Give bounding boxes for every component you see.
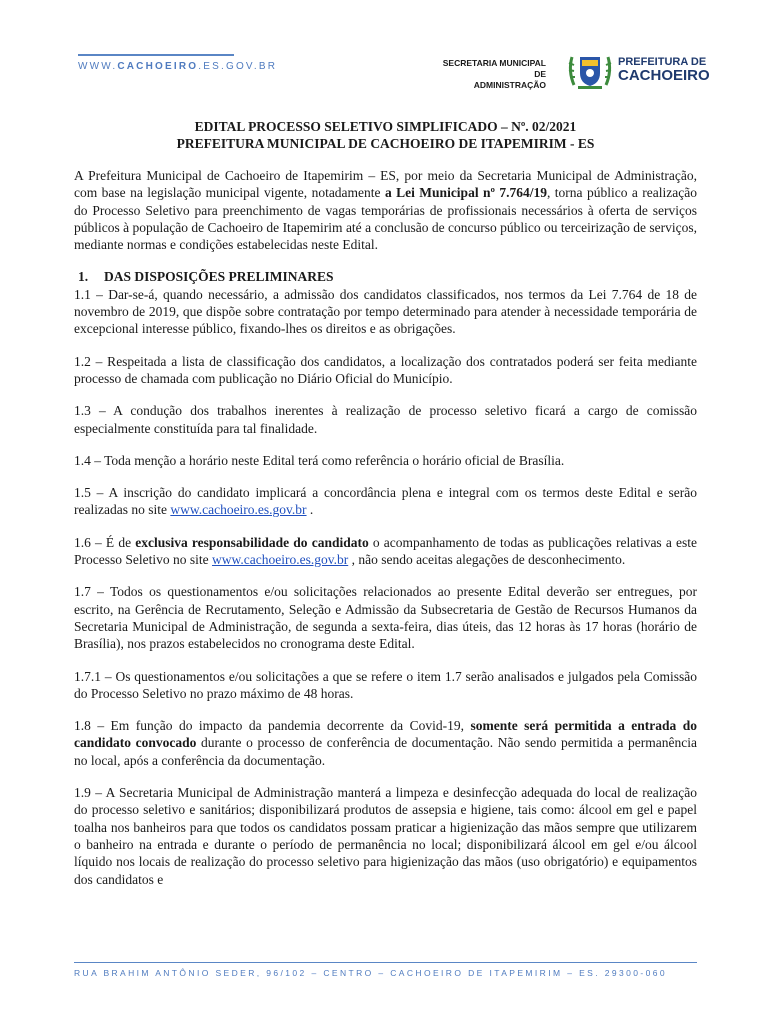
footer-address: RUA BRAHIM ANTÔNIO SEDER, 96/102 – CENTRO – CACHOEIRO DE ITAPEMIRIM – ES. 29300-060: [74, 968, 667, 978]
item-1-8-bold: somente será permitida a entrada do candidato convocado: [74, 718, 697, 751]
item-1-8: [74, 717, 697, 769]
prefeitura-line1: PREFEITURA DE: [618, 56, 707, 68]
intro-bold: a Lei Municipal nº 7.764/19: [384, 185, 547, 201]
prefeitura-line2: CACHOEIRO: [618, 67, 710, 84]
item-1-5-end: .: [306, 502, 314, 518]
item-1-6-text-c: , não sendo aceitas alegações de desconhecimento.: [348, 552, 626, 568]
item-1-7: 1.7 – Todos os questionamentos e/ou solicitações relacionados ao presente Edital deverão ser entregues, por escrito, na Gerência de Recrutamento, Seleção e Admissão da Subsecretaria de Gestão de Recursos Humanos da Secretaria Municipal de Administração, de segunda a sexta-feira, dias úteis, das 12 horas às 17 horas (horário de Brasília), nos prazos estabelecidos no cronograma deste Edital.: [74, 584, 697, 652]
section-title: DAS DISPOSIÇÕES PRELIMINARES: [104, 269, 334, 285]
page-header: [0, 0, 770, 110]
section-number: 1.: [78, 269, 89, 285]
item-1-1: 1.1 – Dar-se-á, quando necessário, a admissão dos candidatos classificados, nos termos da Lei 7.764 de 18 de novembro de 2019, que dispõe sobre contratação por tempo determinado para atender à necessidade temporária de excepcional interesse público, fixando-lhes os direitos e as obrigações.: [74, 286, 697, 337]
prefeitura-logo-text: [618, 56, 710, 84]
website-link[interactable]: www.cachoeiro.es.gov.br: [212, 552, 349, 568]
secretaria-line1: SECRETARIA MUNICIPAL DE: [442, 58, 546, 79]
document-body: [74, 118, 697, 888]
secretaria-line2: ADMINISTRAÇÃO: [473, 80, 546, 90]
item-1-6-text-a: 1.6 – É de: [74, 534, 136, 550]
item-1-3: 1.3 – A condução dos trabalhos inerentes à realização de processo seletivo ficará a cargo de comissão especialmente constituída para tal finalidade.: [74, 403, 697, 436]
website-link[interactable]: www.cachoeiro.es.gov.br: [170, 502, 307, 518]
city-crest-icon: [566, 51, 614, 91]
item-1-7-1: 1.7.1 – Os questionamentos e/ou solicitações a que se refere o item 1.7 serão analisados e julgados pela Comissão do Processo Seletivo no prazo máximo de 48 horas.: [74, 668, 697, 701]
footer-rule: [74, 962, 697, 963]
item-1-5: [74, 484, 697, 519]
intro-paragraph: [74, 167, 697, 253]
site-suffix: .ES.GOV.BR: [198, 61, 278, 72]
intro-text-1: A Prefeitura Municipal de Cachoeiro de Itapemirim – ES, por meio da Secretaria Municipal de Administração, com base na legislação municipal vigente, notadamente: [74, 168, 697, 201]
item-1-8-text-a: 1.8 – Em função do impacto da pandemia decorrente da Covid-19,: [74, 718, 471, 734]
section-heading: [74, 268, 697, 285]
item-1-6-bold: exclusiva responsabilidade do candidato: [135, 534, 369, 550]
header-rule: [78, 54, 234, 56]
item-1-5-text: 1.5 – A inscrição do candidato implicará a concordância plena e integral com os termos deste Edital e serão realizadas no site: [74, 485, 697, 518]
intro-text-2: , torna público a realização do Processo Seletivo para preenchimento de vagas temporárias de profissionais necessários à oferta de serviços públicos à população de Cachoeiro de Itapemirim até a conclusão de concurso público ou terceirização de serviços, mediante normas e condições estabelecidas neste Edital.: [74, 185, 697, 253]
item-1-8-text-b: durante o processo de conferência de documentação. Não sendo permitida a permanência no local, após a conferência da documentação.: [74, 735, 697, 768]
site-prefix: WWW.: [78, 61, 118, 72]
item-1-9: 1.9 – A Secretaria Municipal de Administração manterá a limpeza e desinfecção adequada do local de realização do processo seletivo e sanitários; disponibilizará produtos de assepsia e higiene, tais como: álcool em gel e papel toalha nos banheiros para que todos os candidatos possam praticar a higienização das mãos sempre que utilizarem o banheiro na entrada e durante o período de permanência no local; disponibilizará álcool em gel e/ou álcool líquido nos locais de realização do processo seletivo para higienização das mãos (uso obrigatório) e equipamentos dos candidatos e: [74, 785, 697, 887]
item-1-6: [74, 534, 697, 569]
item-1-6-text-b: o acompanhamento de todas as publicações relativas a este Processo Seletivo no site: [74, 534, 697, 568]
header-website: [78, 61, 277, 72]
document-subtitle: PREFEITURA MUNICIPAL DE CACHOEIRO DE ITAPEMIRIM - ES: [176, 136, 595, 151]
item-1-4: 1.4 – Toda menção a horário neste Edital terá como referência o horário oficial de Brasília.: [74, 452, 565, 468]
document-title: EDITAL PROCESSO SELETIVO SIMPLIFICADO – Nº. 02/2021: [194, 119, 577, 134]
site-bold: CACHOEIRO: [117, 61, 199, 72]
secretaria-logo-text: [440, 58, 546, 91]
item-1-2: 1.2 – Respeitada a lista de classificação dos candidatos, a localização dos contratados poderá ser feita mediante processo de chamada com publicação no Diário Oficial do Município.: [74, 353, 697, 386]
